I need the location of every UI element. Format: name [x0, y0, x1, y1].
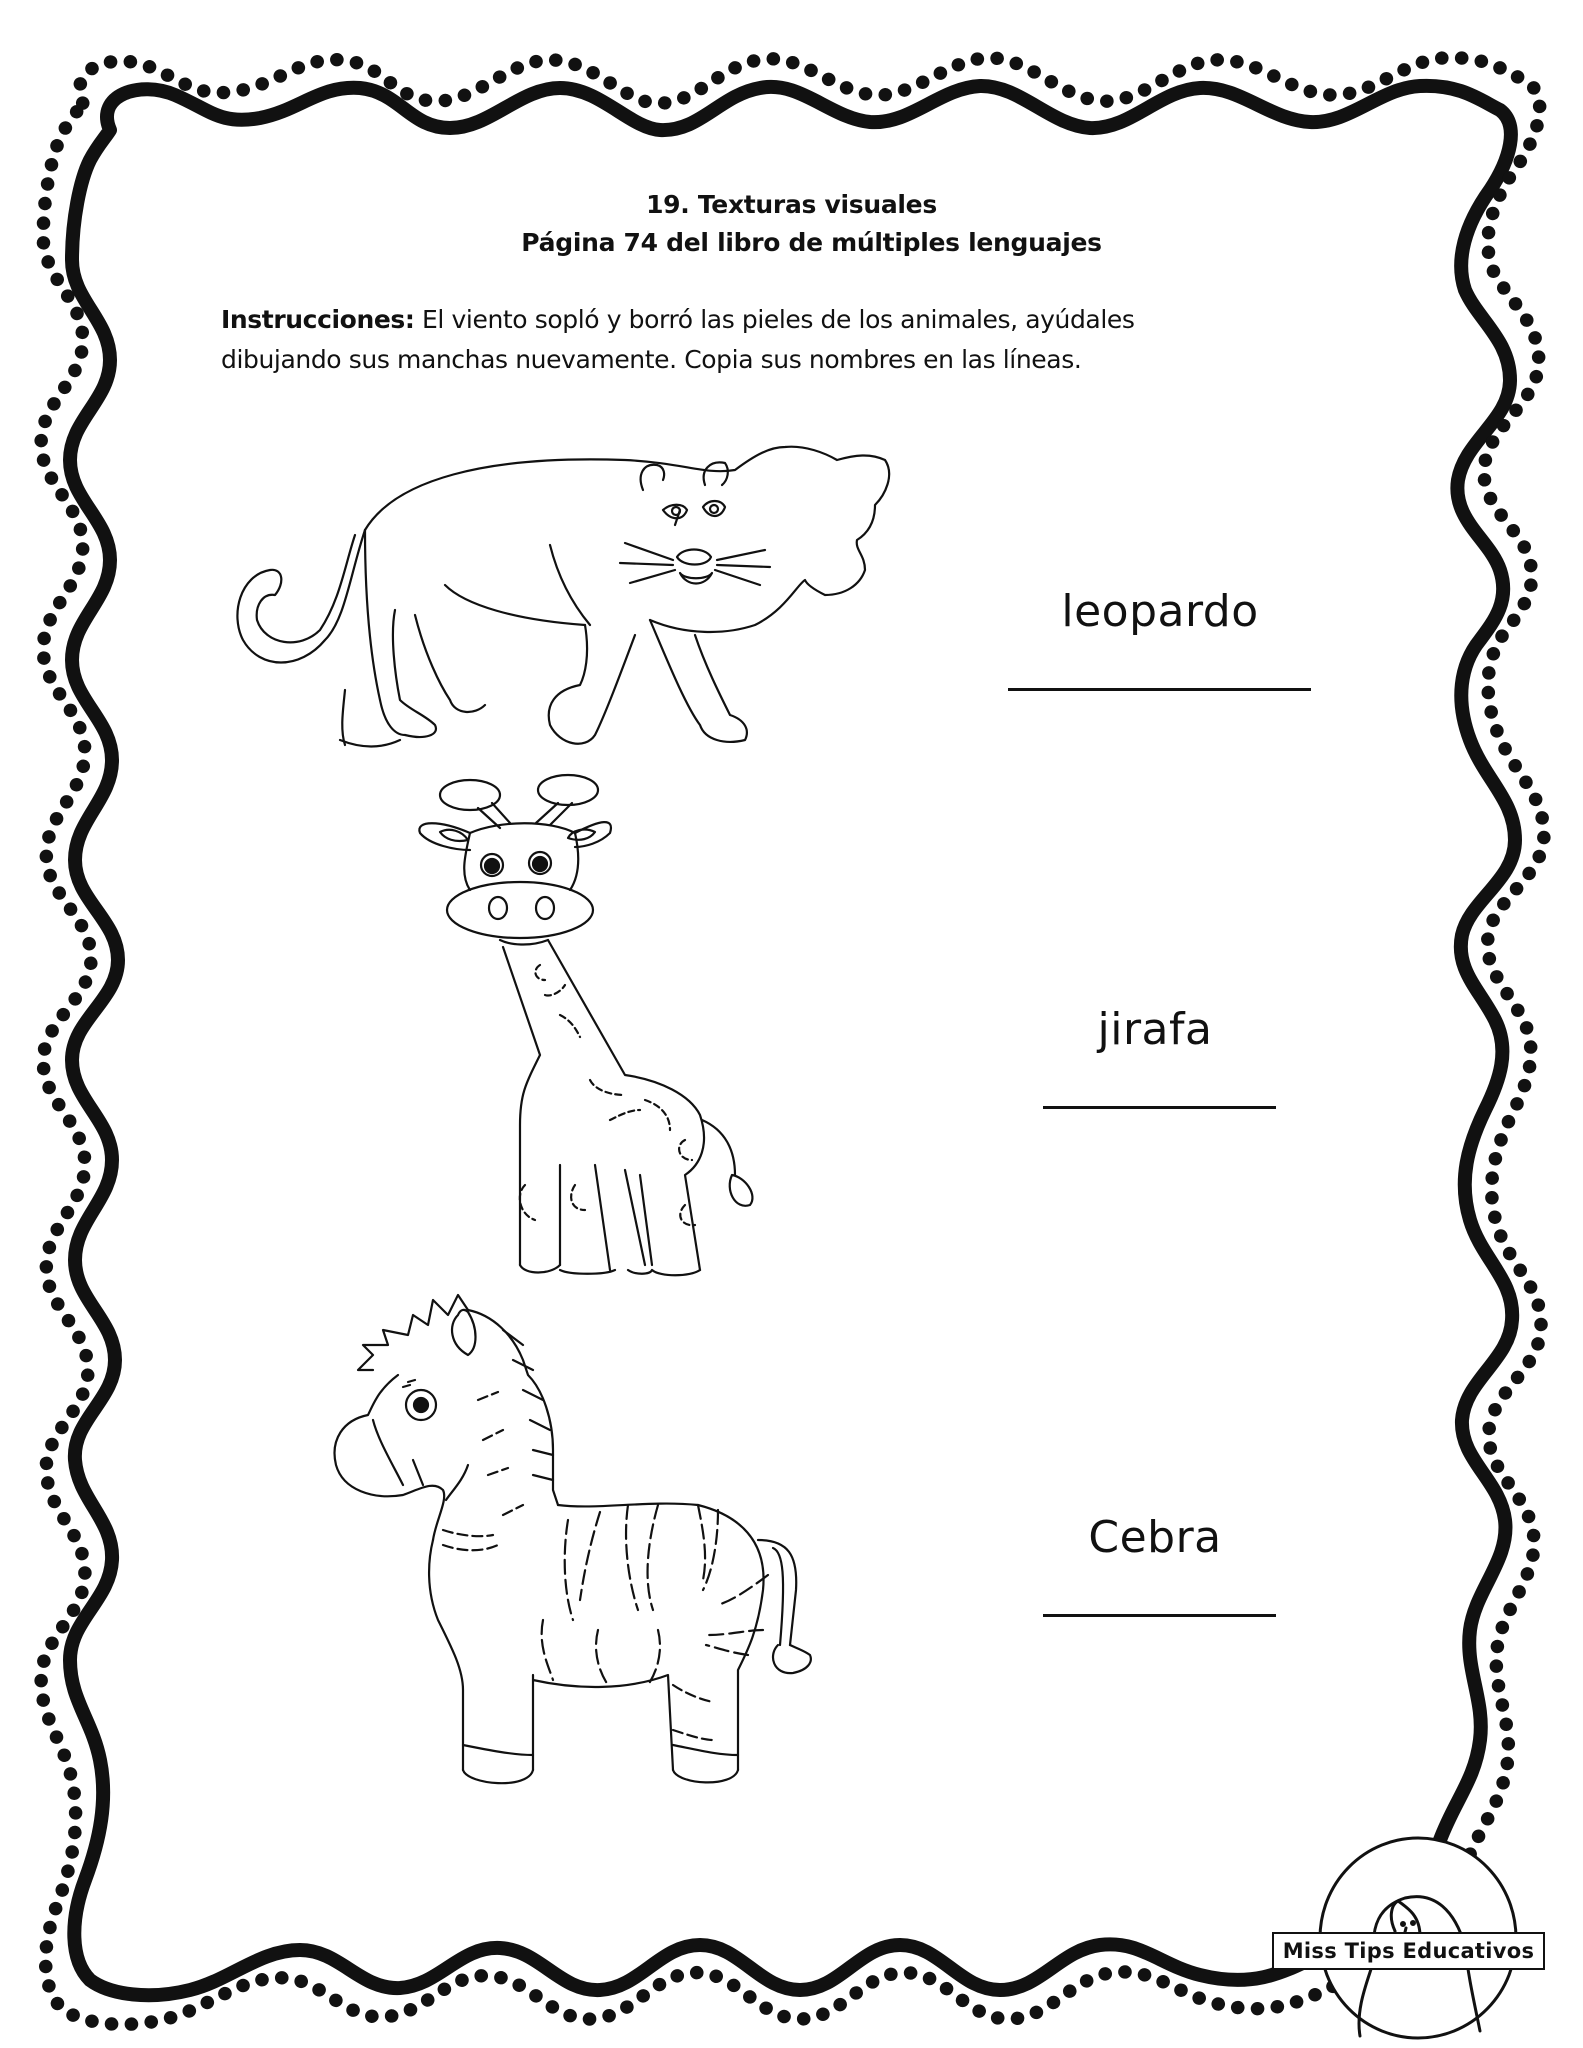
writing-line-cebra[interactable]	[1043, 1614, 1276, 1617]
animal-name-leopardo: leopardo	[1061, 586, 1259, 637]
instructions-label: Instrucciones:	[221, 305, 415, 334]
instructions-text-line-2: dibujando sus manchas nuevamente. Copia sus nombres en las líneas.	[221, 345, 1082, 374]
leopard-drawing-icon	[225, 435, 965, 755]
zebra-drawing-icon	[318, 1290, 818, 1820]
instructions-paragraph	[221, 300, 1371, 380]
brand-logo-label: Miss Tips Educativos	[1272, 1932, 1545, 1970]
instructions-text-line-1: El viento sopló y borró las pieles de los animales, ayúdales	[414, 305, 1135, 334]
animal-name-cebra: Cebra	[1088, 1512, 1222, 1563]
writing-line-jirafa[interactable]	[1043, 1106, 1276, 1109]
animal-name-jirafa: jirafa	[1097, 1004, 1213, 1055]
worksheet-header	[0, 186, 1583, 262]
giraffe-drawing-icon	[400, 765, 780, 1280]
writing-line-leopardo[interactable]	[1008, 688, 1311, 691]
worksheet-title: 19. Texturas visuales	[646, 190, 937, 219]
worksheet-subtitle: Página 74 del libro de múltiples lenguajes	[521, 228, 1102, 257]
